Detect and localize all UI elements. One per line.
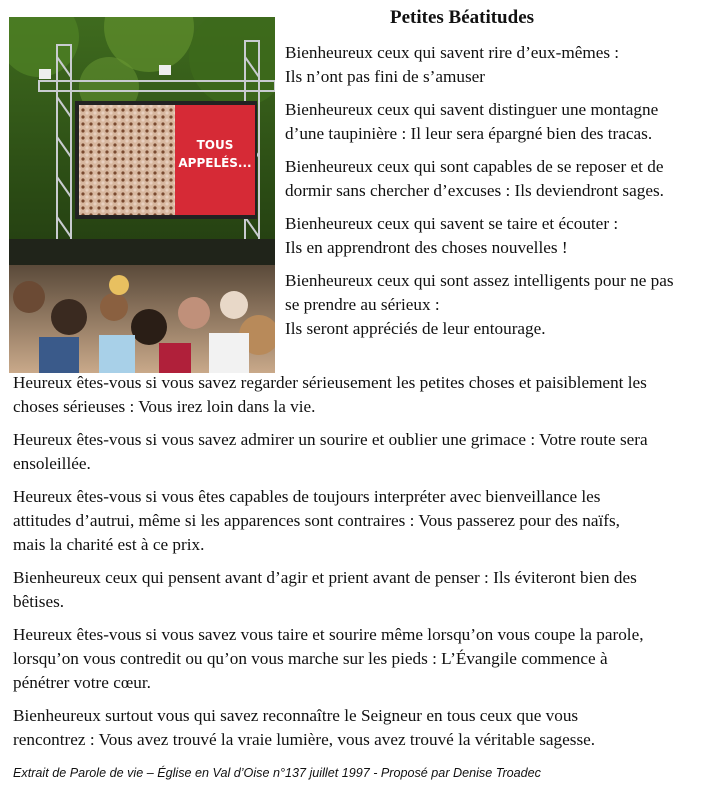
paragraph-line: Ils seront appréciés de leur entourage.	[285, 319, 546, 338]
beatitude-paragraph	[13, 371, 713, 419]
paragraph-line: Heureux êtes-vous si vous savez vous taire et sourire même lorsqu’on vous coupe la parole,	[13, 625, 644, 644]
paragraph-line: Bienheureux ceux qui sont capables de se reposer et de	[285, 157, 664, 176]
paragraph-line: bêtises.	[13, 592, 65, 611]
beatitude-paragraph	[285, 155, 713, 203]
paragraph-line: Bienheureux ceux qui savent se taire et écouter :	[285, 214, 619, 233]
spotlight	[159, 65, 171, 75]
spotlight	[39, 69, 51, 79]
paragraph-line: Bienheureux surtout vous qui savez reconnaître le Seigneur en tous ceux que vous	[13, 706, 579, 725]
source-footer: Extrait de Parole de vie – Église en Val d’Oise n°137 juillet 1997 - Proposé par Denise Troadec	[13, 766, 541, 780]
paragraph-line: dormir sans chercher d’excuses : Ils deviendront sages.	[285, 181, 664, 200]
beatitude-paragraph	[13, 623, 713, 695]
paragraph-line: se prendre au sérieux :	[285, 295, 440, 314]
paragraph-line: d’une taupinière : Il leur sera épargné bien des tracas.	[285, 124, 653, 143]
paragraph-line: Ils n’ont pas fini de s’amuser	[285, 67, 485, 86]
paragraph-line: attitudes d’autrui, même si les apparences sont contraires : Vous passerez pour des naïfs,	[13, 511, 620, 530]
page-title: Petites Béatitudes	[389, 7, 535, 28]
beatitude-paragraph	[285, 212, 713, 260]
paragraph-line: Bienheureux ceux qui savent rire d’eux-mêmes :	[285, 43, 620, 62]
paragraph-line: choses sérieuses : Vous irez loin dans la vie.	[13, 397, 316, 416]
right-column	[285, 41, 713, 350]
paragraph-line: Bienheureux ceux qui pensent avant d’agir et prient avant de penser : Ils éviteront bien des	[13, 568, 637, 587]
beatitude-paragraph	[13, 566, 713, 614]
screen-text-line1: TOUS	[196, 138, 234, 152]
paragraph-line: rencontrez : Vous avez trouvé la vraie lumière, vous avez trouvé la véritable sagesse.	[13, 730, 596, 749]
paragraph-line: Heureux êtes-vous si vous savez regarder sérieusement les petites choses et paisiblement les	[13, 373, 647, 392]
paragraph-line: ensoleillée.	[13, 454, 91, 473]
paragraph-line: Bienheureux ceux qui sont assez intelligents pour ne pas	[285, 271, 674, 290]
beatitude-paragraph	[285, 41, 713, 89]
beatitude-paragraph	[13, 485, 713, 557]
event-photo	[9, 17, 275, 373]
paragraph-line: Bienheureux ceux qui savent distinguer une montagne	[285, 100, 659, 119]
paragraph-line: Heureux êtes-vous si vous êtes capables de toujours interpréter avec bienveillance les	[13, 487, 601, 506]
crowd	[9, 265, 275, 373]
stage-base	[9, 239, 275, 269]
screen-text-line2: APPELÉS...	[178, 156, 252, 170]
beatitude-paragraph	[285, 98, 713, 146]
video-screen	[75, 101, 257, 219]
beatitude-paragraph	[13, 428, 713, 476]
beatitude-paragraph	[285, 269, 713, 341]
paragraph-line: lorsqu’on vous contredit ou qu’on vous marche sur les pieds : L’Évangile commence à	[13, 649, 608, 668]
bottom-column	[13, 371, 713, 761]
paragraph-line: mais la charité est à ce prix.	[13, 535, 205, 554]
paragraph-line: Heureux êtes-vous si vous savez admirer un sourire et oublier une grimace : Votre route sera	[13, 430, 648, 449]
paragraph-line: Ils en apprendront des choses nouvelles !	[285, 238, 568, 257]
beatitude-paragraph	[13, 704, 713, 752]
paragraph-line: pénétrer votre cœur.	[13, 673, 151, 692]
